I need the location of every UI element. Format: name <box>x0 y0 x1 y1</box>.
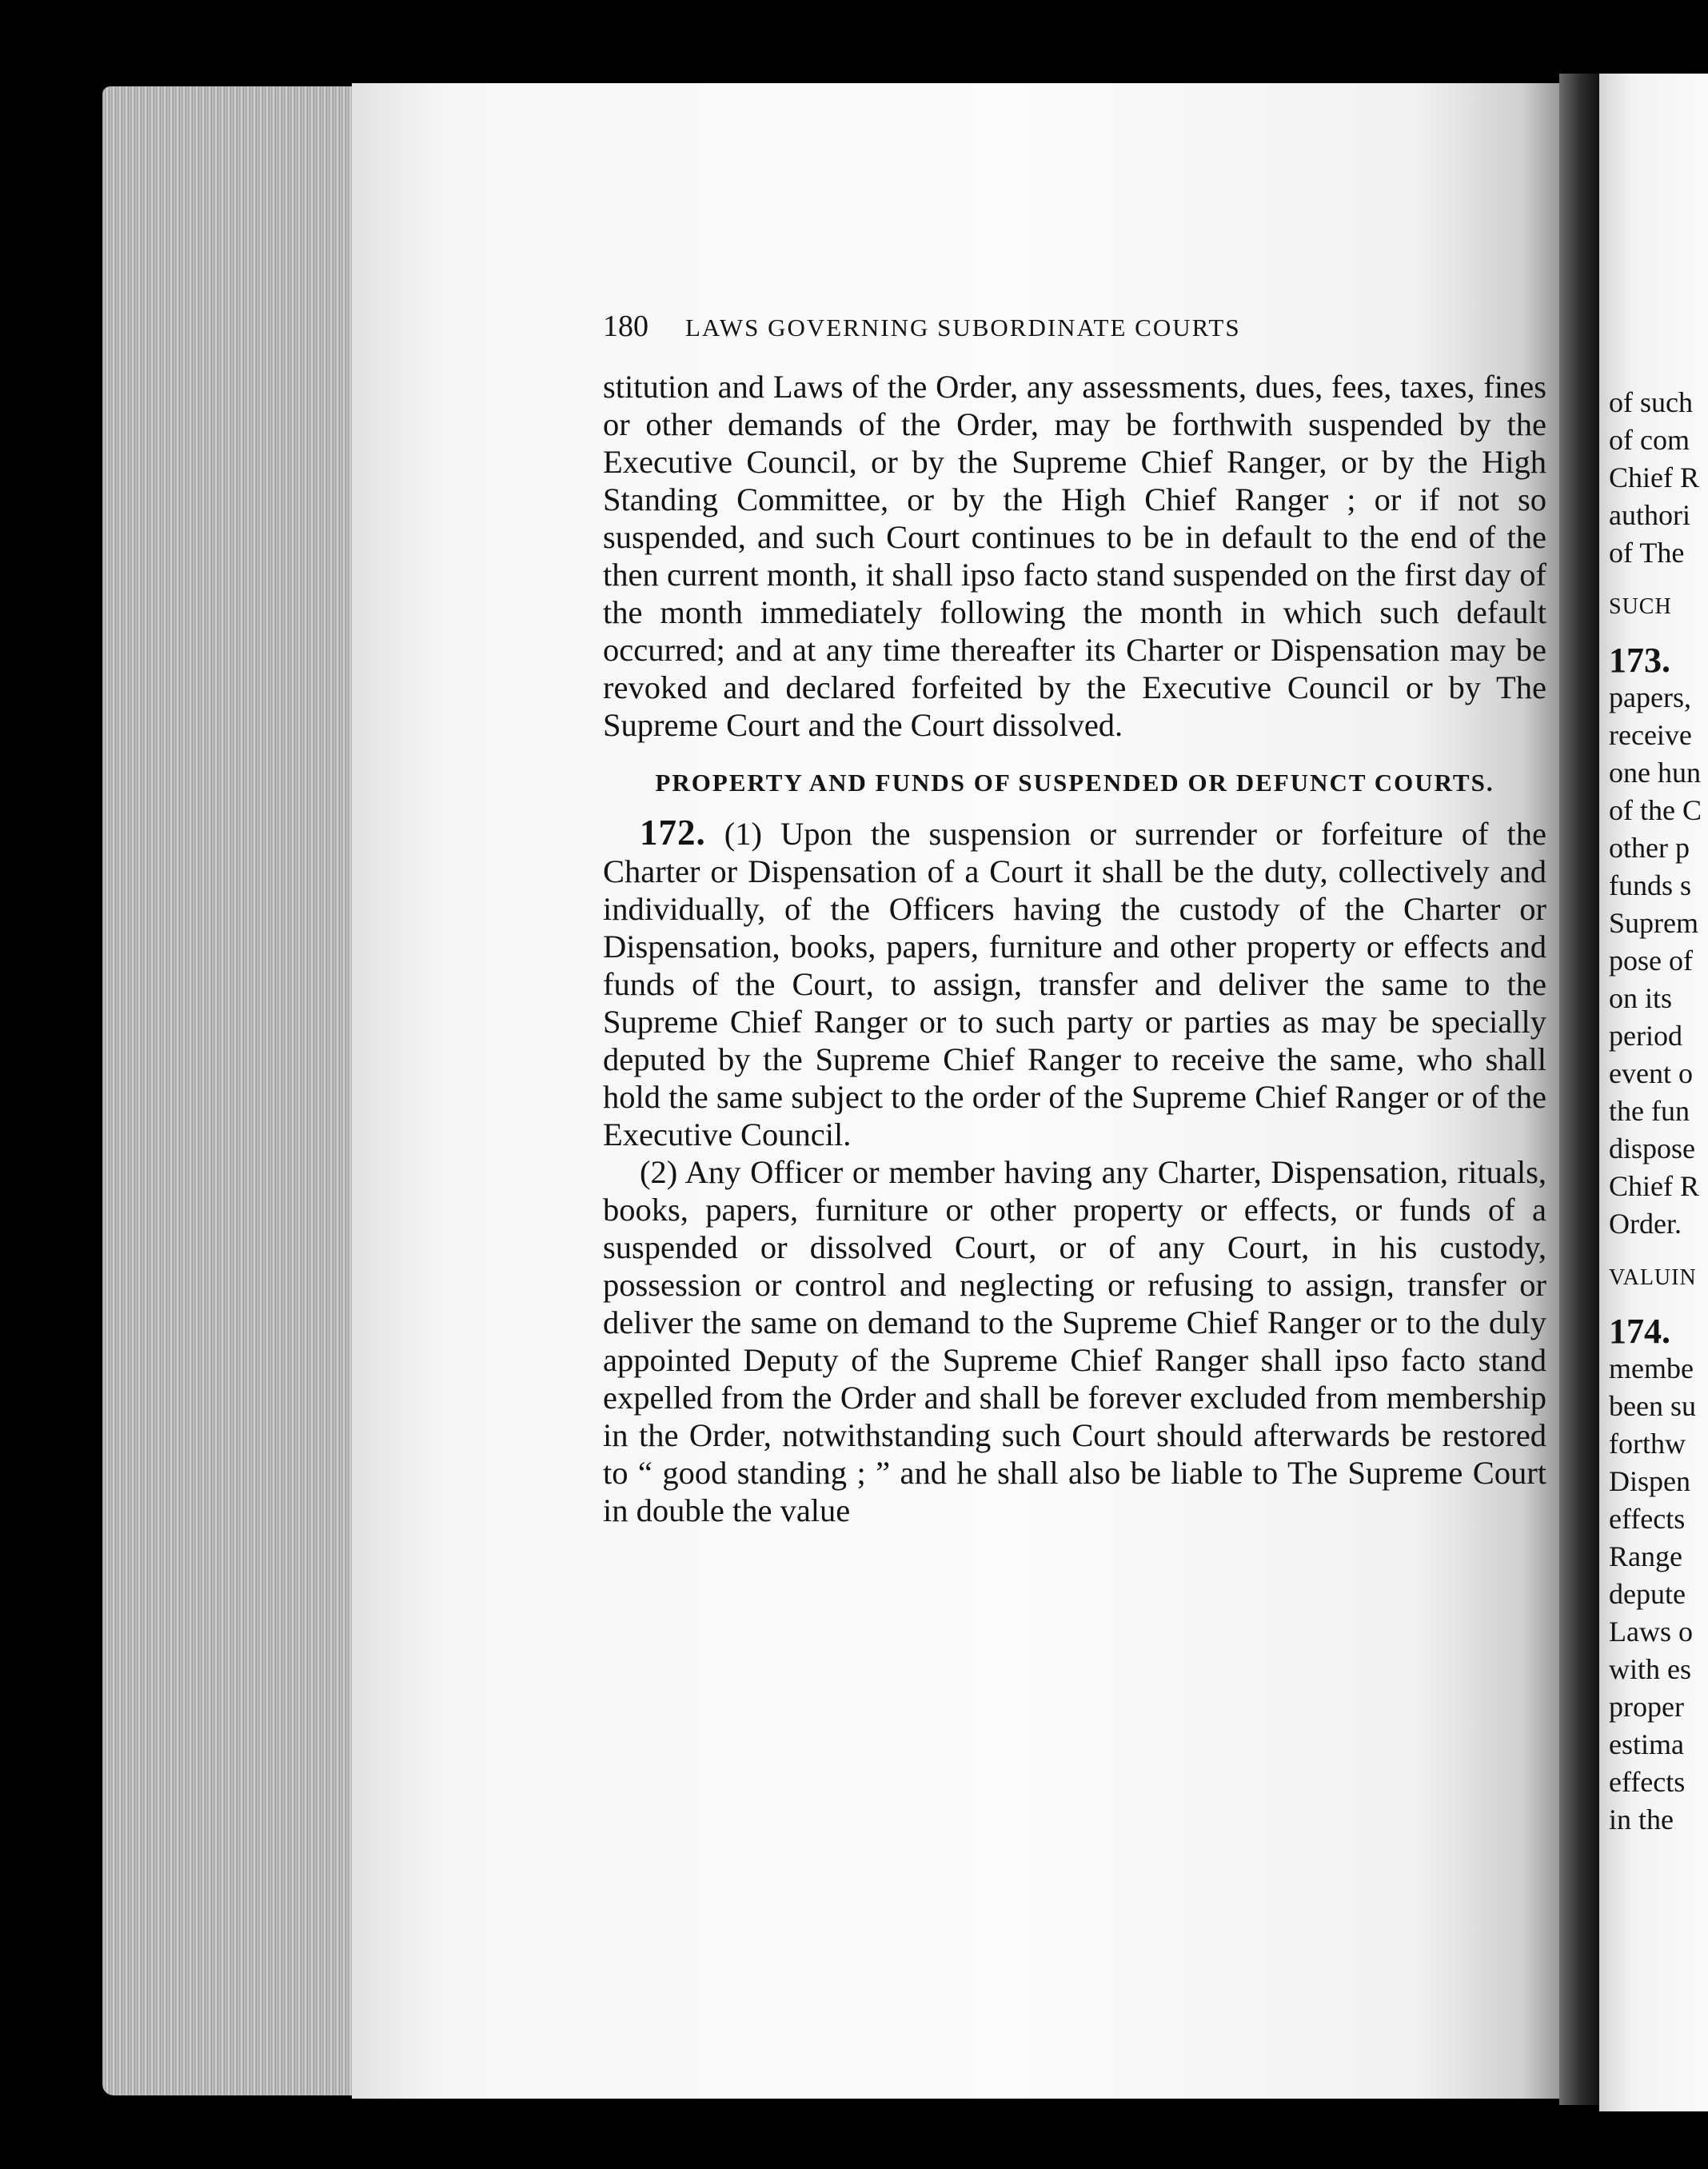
right-page-line: of such <box>1609 386 1693 418</box>
right-page-line: membe <box>1609 1352 1694 1384</box>
right-page-section-number: 173. <box>1609 641 1670 679</box>
subsection-2-text: (2) Any Officer or member having any Charter, Dispensation, rituals, books, papers, furniture or other property or effects, or funds of a suspended or dissolved Court, or of any Court, in his custody, possession or control and neglecting or refusing to assign, transfer or deliver the same on demand to the Supreme Chief Ranger or to the duly appointed Deputy of the Supreme Chief Ranger shall ipso facto stand expelled from the Order and shall be forever excluded from membership in the Order, notwithstanding such Court should afterwards be restored to “ good standing ; ” and he shall also be liable to The Supreme Court in double the value <box>603 1154 1546 1528</box>
right-page-line: Chief R <box>1609 1170 1699 1202</box>
right-page-line: dispose <box>1609 1132 1695 1164</box>
right-page-line: of The <box>1609 537 1685 569</box>
right-page-line: Dispen <box>1609 1465 1690 1497</box>
right-page-line: the fun <box>1609 1095 1690 1127</box>
right-page-heading: VALUIN <box>1609 1265 1697 1290</box>
section-172-subsection-2 <box>603 1153 1546 1529</box>
opening-paragraph: stitution and Laws of the Order, any assessments, dues, fees, taxes, fines or other demands of the Order, may be forthwith suspended by the Executive Council, or by the Supreme Chief Ranger, or by the High Standing Committee, or by the High Chief Ranger ; or if not so suspended, and such Court continues to be in default to the end of the then current month, it shall ipso facto stand suspended on the first day of the month immediately following the month in which such default occurred; and at any time thereafter its Charter or Dispensation may be revoked and declared forfeited by the Executive Council or by The Supreme Court and the Court dissolved. <box>603 369 1546 743</box>
section-heading: PROPERTY AND FUNDS OF SUSPENDED OR DEFUNCT COURTS. <box>655 769 1494 797</box>
right-page-line: of com <box>1609 424 1690 456</box>
right-page-line: Laws o <box>1609 1616 1693 1648</box>
right-page-line: forthw <box>1609 1428 1686 1460</box>
running-head <box>603 309 1546 357</box>
right-page-line: Order. <box>1609 1208 1682 1240</box>
right-page-line: proper <box>1609 1691 1684 1723</box>
right-page-line: Chief R <box>1609 461 1699 493</box>
running-head-title: LAWS GOVERNING SUBORDINATE COURTS <box>685 314 1241 342</box>
right-page-line: on its <box>1609 982 1673 1014</box>
right-page-section-number: 174. <box>1609 1312 1670 1350</box>
subsection-1-text: (1) Upon the suspension or surrender or forfeiture of the Charter or Dispensation of a Court it shall be the duty, collectively and individually, of the Officers having the custody of the Charter or Dispensation, books, papers, furniture and other property or effects and funds of the Court, to assign, transfer and deliver the same to the Supreme Chief Ranger or to such party or parties as may be specially deputed by the Supreme Chief Ranger to receive the same, who shall hold the same subject to the order of the Supreme Chief Ranger or of the Executive Council. <box>603 816 1546 1152</box>
right-page-line: in the <box>1609 1804 1674 1835</box>
right-page-fragments <box>1609 384 1708 1839</box>
right-page-line: funds s <box>1609 869 1692 901</box>
right-page-line: period <box>1609 1020 1682 1052</box>
right-page-line: effects <box>1609 1503 1686 1535</box>
right-page-line: Suprem <box>1609 907 1698 939</box>
section-number-172: 172. <box>640 813 706 853</box>
page-edges <box>102 86 390 2095</box>
right-page-line: one hun <box>1609 757 1701 789</box>
right-page-line: authori <box>1609 499 1690 531</box>
right-page-line: estima <box>1609 1728 1684 1760</box>
right-page-line: papers, <box>1609 681 1691 713</box>
right-page-line: pose of <box>1609 945 1693 977</box>
right-page-line: effects <box>1609 1766 1686 1798</box>
right-page-line: of the C <box>1609 794 1702 826</box>
left-page-text <box>603 309 1546 1529</box>
right-page-line: depute <box>1609 1578 1686 1610</box>
page-number: 180 <box>603 310 648 343</box>
right-page-line: receive <box>1609 719 1692 751</box>
right-page-line: with es <box>1609 1653 1691 1685</box>
right-page-line: event o <box>1609 1057 1693 1089</box>
right-page-line: Range <box>1609 1540 1682 1572</box>
right-page-heading: SUCH <box>1609 594 1672 619</box>
right-page-line: been su <box>1609 1390 1696 1422</box>
section-172-subsection-1 <box>603 814 1546 1153</box>
right-page-line: other p <box>1609 832 1690 864</box>
